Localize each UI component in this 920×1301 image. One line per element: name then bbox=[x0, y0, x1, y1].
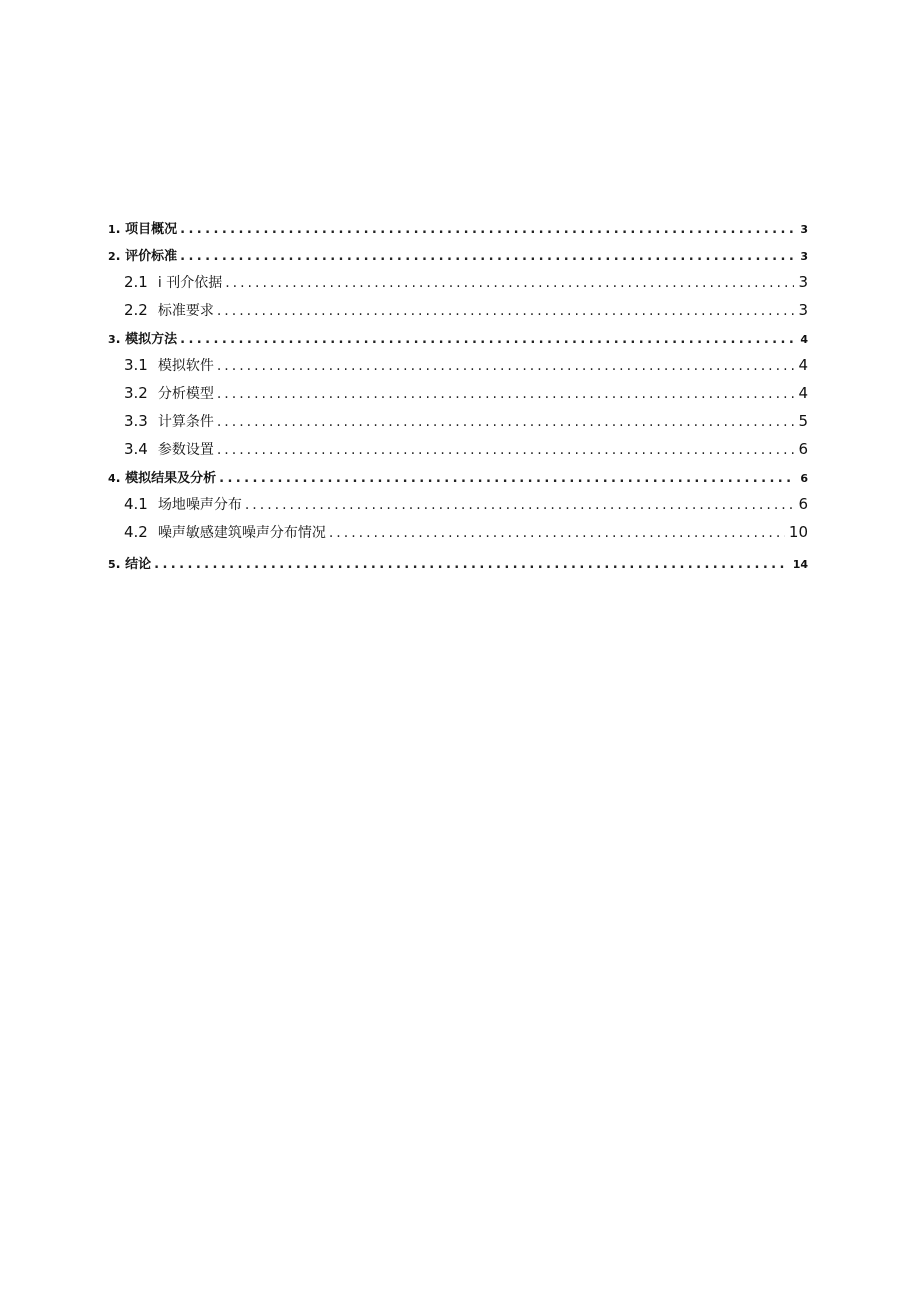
toc-page-number: 6 bbox=[798, 440, 808, 458]
toc-number: 4.2 bbox=[124, 523, 148, 541]
toc-number: 3.1 bbox=[124, 356, 148, 374]
toc-entry-1[interactable] bbox=[108, 218, 808, 245]
toc-page-number: 3 bbox=[800, 223, 808, 236]
toc-title: 标准要求 bbox=[157, 303, 214, 319]
dot-leader bbox=[180, 222, 794, 237]
toc-number: 1 bbox=[108, 223, 116, 236]
toc-page-number: 6 bbox=[798, 495, 808, 513]
toc-entry-4-1[interactable] bbox=[108, 494, 808, 522]
toc-title: . 评价标准 bbox=[115, 249, 178, 264]
toc-number: 3.2 bbox=[124, 384, 148, 402]
toc-page-number: 6 bbox=[800, 472, 808, 485]
toc-page-number: 3 bbox=[798, 301, 808, 319]
toc-number: 2.1 bbox=[124, 273, 148, 291]
toc-number: 3 bbox=[108, 333, 116, 346]
toc-number: 2 bbox=[108, 250, 116, 263]
toc-number: 5 bbox=[108, 558, 116, 571]
toc-number: 4 bbox=[108, 472, 116, 485]
toc-entry-4[interactable] bbox=[108, 467, 808, 494]
dot-leader bbox=[225, 275, 794, 291]
dot-leader bbox=[180, 332, 794, 347]
dot-leader bbox=[245, 497, 794, 513]
toc-page-number: 3 bbox=[798, 273, 808, 291]
toc-entry-3-1[interactable] bbox=[108, 355, 808, 383]
toc-title: i 刊介依据 bbox=[157, 275, 223, 291]
toc-page-number: 14 bbox=[792, 558, 808, 571]
toc-entry-5[interactable] bbox=[108, 553, 808, 580]
toc-page-number: 10 bbox=[788, 523, 808, 541]
toc-title: . 结论 bbox=[115, 557, 152, 572]
dot-leader bbox=[180, 249, 794, 264]
toc-number: 3.3 bbox=[124, 412, 148, 430]
toc-number: 2.2 bbox=[124, 301, 148, 319]
toc-title: 计算条件 bbox=[157, 414, 214, 430]
toc-number: 3.4 bbox=[124, 440, 148, 458]
toc-title: . 项目概况 bbox=[115, 222, 178, 237]
toc-title: . 模拟结果及分析 bbox=[115, 471, 217, 486]
toc-entry-2-1[interactable] bbox=[108, 272, 808, 300]
dot-leader bbox=[217, 358, 794, 374]
toc-entry-2-2[interactable] bbox=[108, 300, 808, 328]
toc-title: 参数设置 bbox=[157, 442, 214, 458]
dot-leader bbox=[154, 557, 789, 572]
toc-title: . 模拟方法 bbox=[115, 332, 178, 347]
toc-entry-3-3[interactable] bbox=[108, 411, 808, 439]
toc-page-number: 4 bbox=[798, 384, 808, 402]
toc-title: 分析模型 bbox=[157, 386, 214, 402]
dot-leader bbox=[217, 442, 794, 458]
toc-page-number: 3 bbox=[800, 250, 808, 263]
dot-leader bbox=[329, 525, 785, 541]
toc-number: 4.1 bbox=[124, 495, 148, 513]
toc-page-number: 4 bbox=[800, 333, 808, 346]
toc-entry-2[interactable] bbox=[108, 245, 808, 272]
toc-entry-4-2[interactable] bbox=[108, 522, 808, 550]
toc-title: 模拟软件 bbox=[157, 358, 214, 374]
toc-title: 噪声敏感建筑噪声分布情况 bbox=[157, 525, 326, 541]
toc-entry-3-2[interactable] bbox=[108, 383, 808, 411]
dot-leader bbox=[217, 386, 794, 402]
toc-page-number: 5 bbox=[798, 412, 808, 430]
dot-leader bbox=[217, 303, 794, 319]
dot-leader bbox=[219, 471, 794, 486]
toc-entry-3[interactable] bbox=[108, 328, 808, 355]
toc-page-number: 4 bbox=[798, 356, 808, 374]
toc-entry-3-4[interactable] bbox=[108, 439, 808, 467]
dot-leader bbox=[217, 414, 794, 430]
toc-title: 场地噪声分布 bbox=[157, 497, 242, 513]
table-of-contents bbox=[108, 218, 808, 580]
